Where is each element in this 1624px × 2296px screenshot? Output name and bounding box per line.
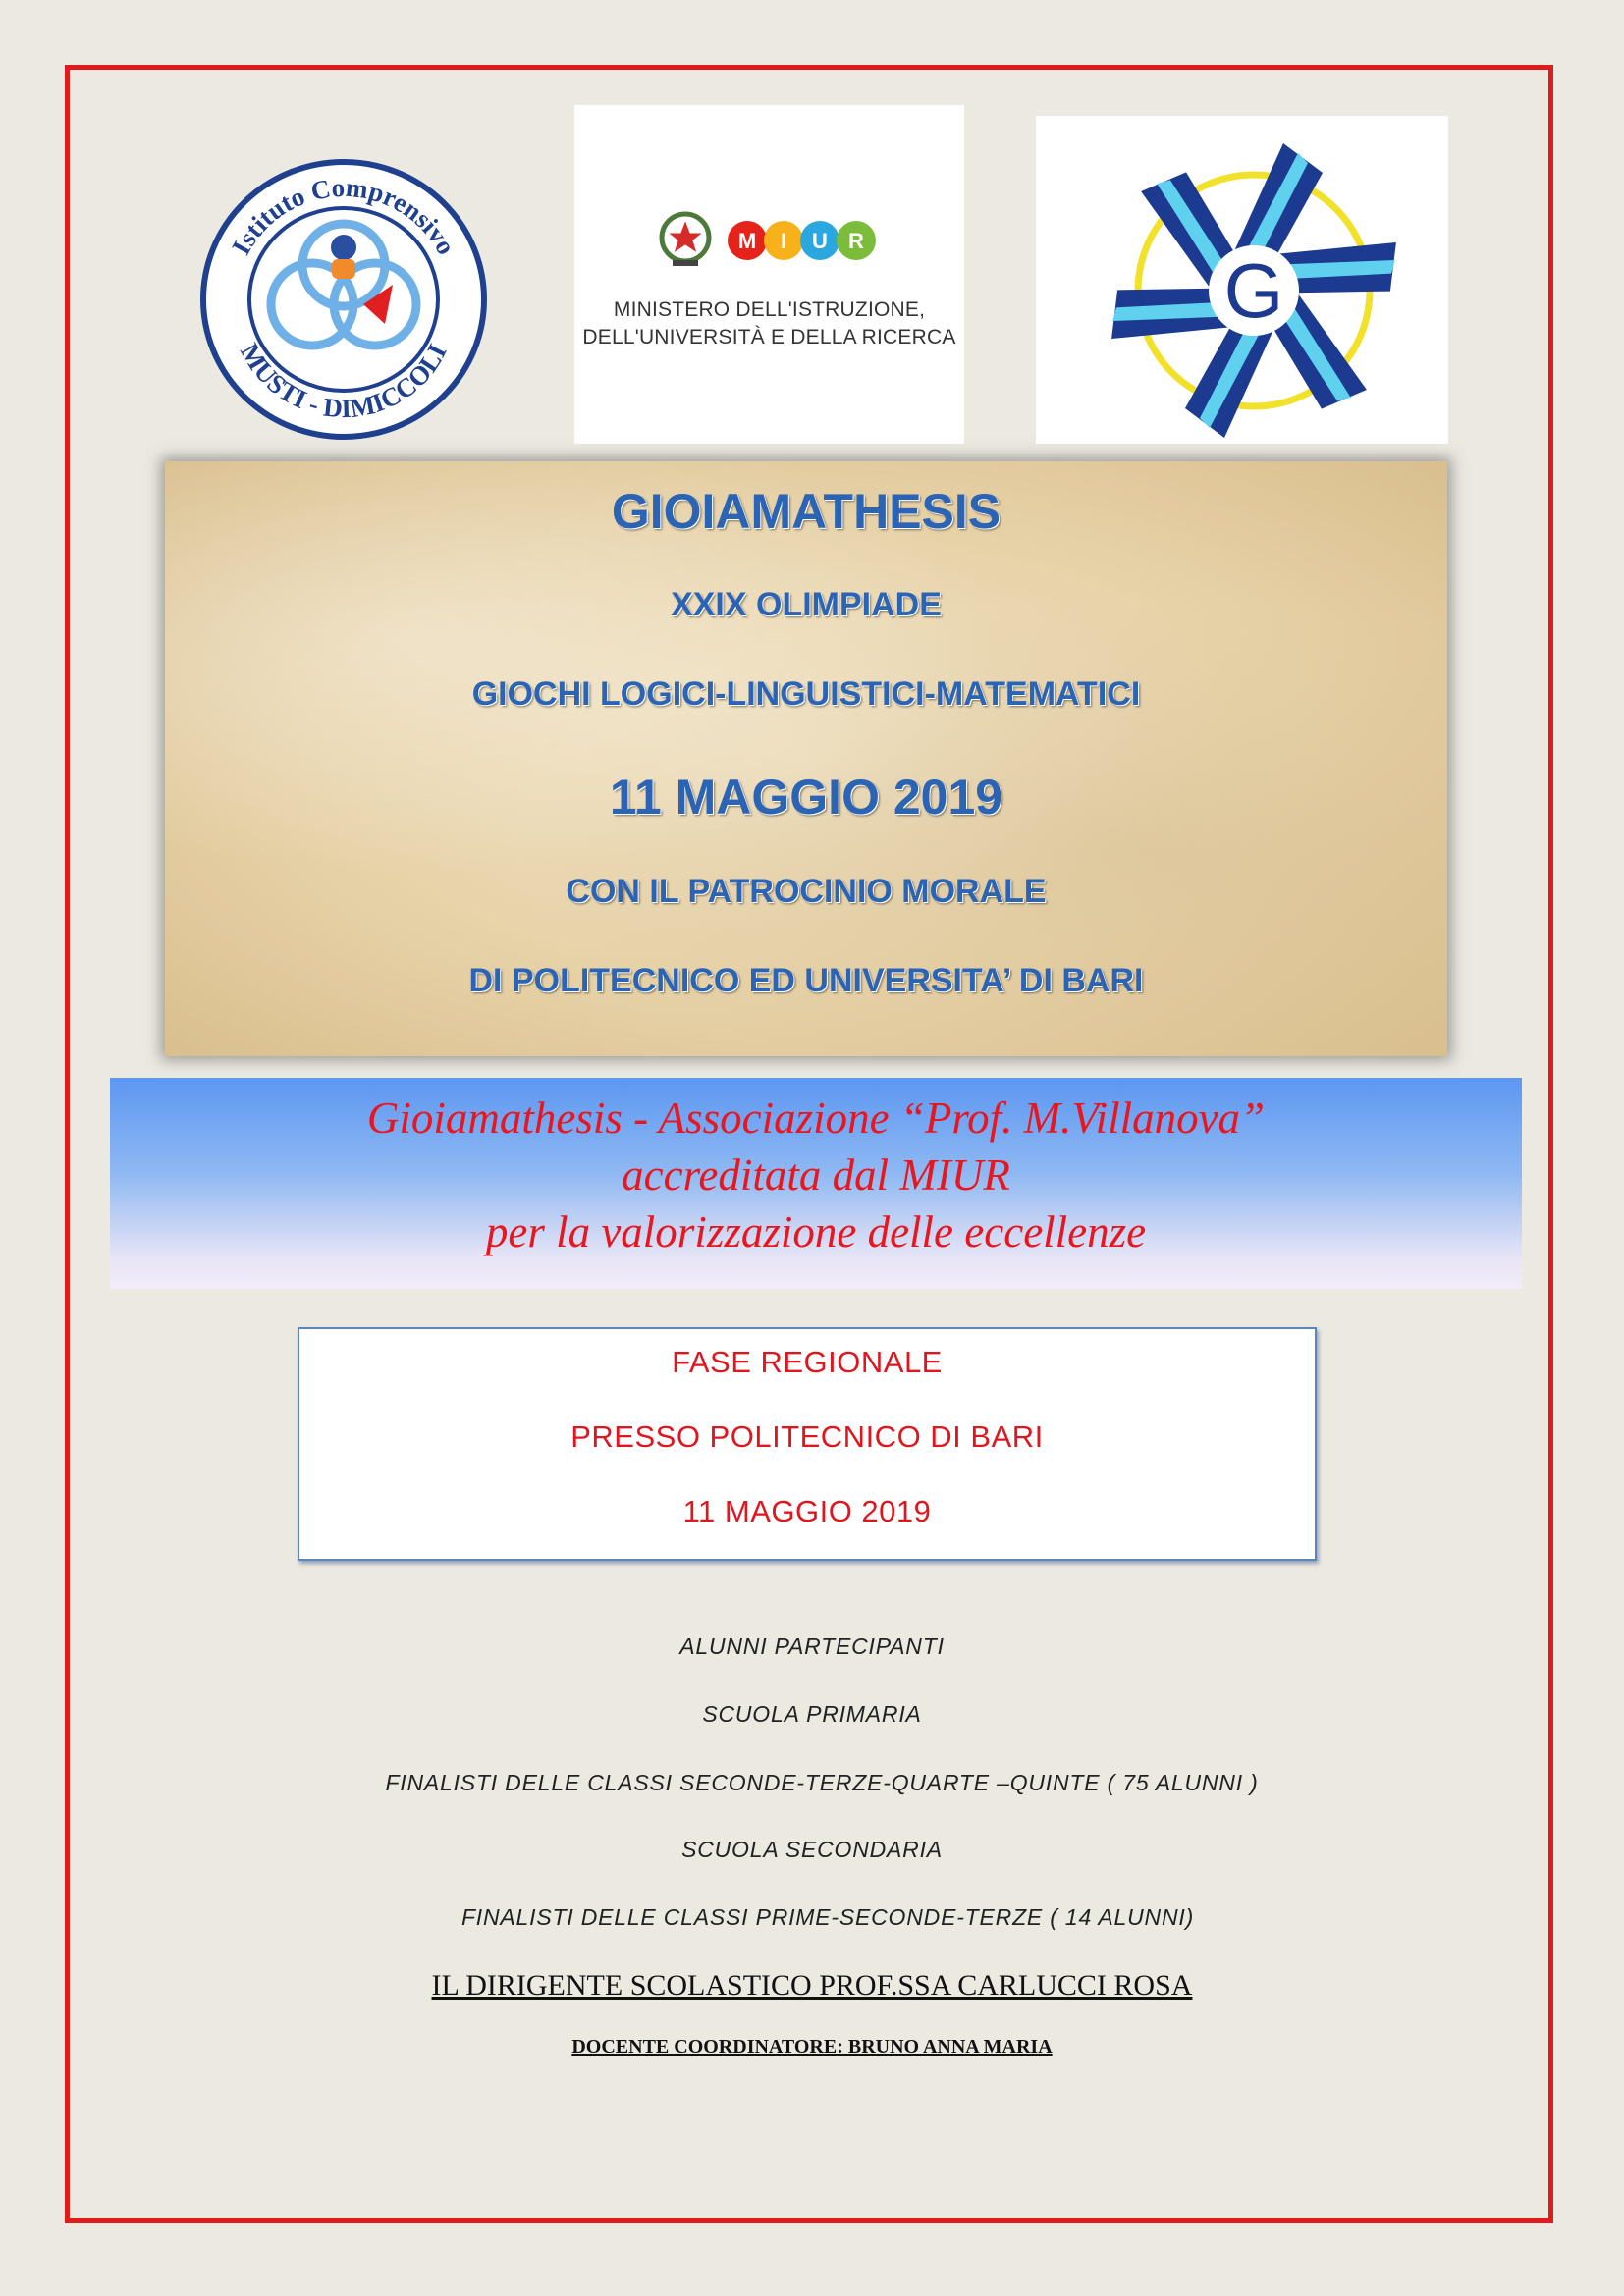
gioiamathesis-logo bbox=[1036, 116, 1448, 444]
title-parchment bbox=[165, 461, 1447, 1056]
association-banner bbox=[110, 1078, 1522, 1289]
secondary-school-label: SCUOLA SECONDARIA bbox=[681, 1837, 943, 1862]
primary-school-label: SCUOLA PRIMARIA bbox=[702, 1701, 922, 1727]
banner-line-1: Gioiamathesis - Associazione “Prof. M.Villanova” bbox=[366, 1094, 1266, 1143]
miur-badge-icon bbox=[728, 221, 876, 260]
banner-line-2: accreditata dal MIUR bbox=[622, 1150, 1010, 1200]
g-letter-icon: G bbox=[1223, 247, 1284, 334]
miur-ministry-line-1: MINISTERO DELL'ISTRUZIONE, bbox=[613, 298, 926, 321]
event-institutions: DI POLITECNICO ED UNIVERSITA’ DI BARI bbox=[468, 962, 1144, 999]
miur-badge-letter: I bbox=[780, 229, 787, 253]
event-patronage: CON IL PATROCINIO MORALE bbox=[566, 873, 1047, 910]
event-title: GIOIAMATHESIS bbox=[611, 484, 1001, 539]
secondary-school-finalists: FINALISTI DELLE CLASSI PRIME-SECONDE-TERZE ( 14 ALUNNI) bbox=[460, 1904, 1195, 1930]
miur-logo bbox=[574, 105, 964, 444]
regional-phase-box bbox=[298, 1327, 1317, 1561]
miur-badge-letter: R bbox=[848, 229, 864, 253]
miur-ministry-line-2: DELL'UNIVERSITÀ E DELLA RICERCA bbox=[582, 326, 956, 348]
event-games: GIOCHI LOGICI-LINGUISTICI-MATEMATICI bbox=[471, 675, 1141, 713]
phase-date: 11 MAGGIO 2019 bbox=[682, 1494, 932, 1528]
coordinator-signature: DOCENTE COORDINATORE: BRUNO ANNA MARIA bbox=[571, 2036, 1053, 2057]
phase-title: FASE REGIONALE bbox=[672, 1345, 943, 1379]
primary-school-finalists: FINALISTI DELLE CLASSI SECONDE-TERZE-QUARTE –QUINTE ( 75 ALUNNI ) bbox=[385, 1770, 1259, 1795]
miur-badge-letter: M bbox=[737, 229, 757, 253]
italian-emblem-icon bbox=[662, 214, 709, 266]
event-date: 11 MAGGIO 2019 bbox=[609, 770, 1003, 825]
event-edition: XXIX OLIMPIADE bbox=[671, 586, 942, 623]
miur-badge-letter: U bbox=[812, 229, 828, 253]
principal-signature: IL DIRIGENTE SCOLASTICO PROF.SSA CARLUCCI ROSA bbox=[431, 1969, 1193, 2002]
school-logo bbox=[196, 157, 491, 442]
phase-location: PRESSO POLITECNICO DI BARI bbox=[570, 1419, 1044, 1454]
banner-line-3: per la valorizzazione delle eccellenze bbox=[485, 1207, 1147, 1256]
school-logo-top-text: Istituto Comprensivo bbox=[226, 172, 461, 260]
participants-heading: ALUNNI PARTECIPANTI bbox=[679, 1633, 945, 1659]
school-logo-bottom-text: MUSTI - DIMICCOLI bbox=[234, 338, 453, 424]
